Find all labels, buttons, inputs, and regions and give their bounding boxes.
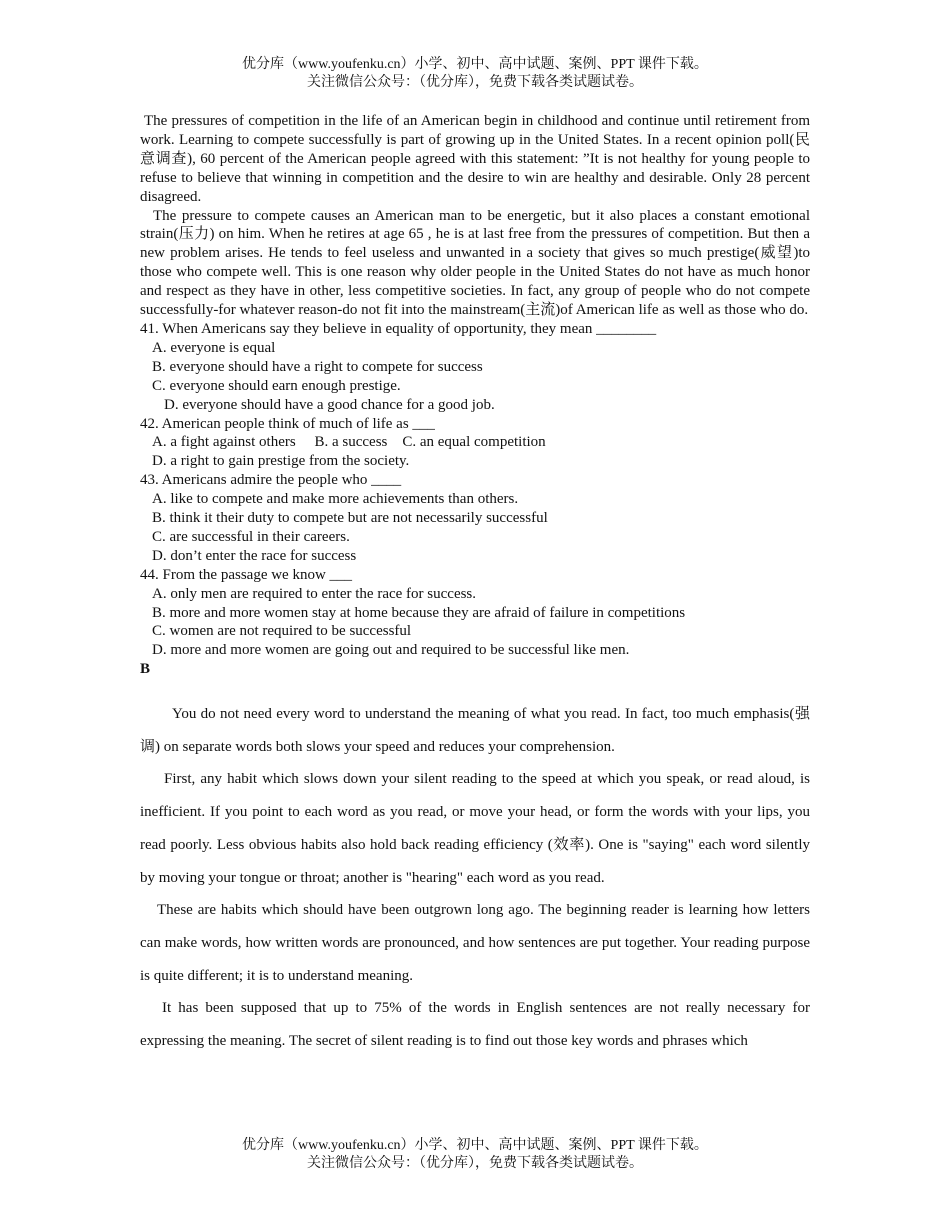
question-option: A. a fight against others B. a success C. an equal competition bbox=[152, 434, 546, 451]
question-option: A. everyone is equal bbox=[152, 339, 276, 356]
question-44 bbox=[140, 566, 810, 661]
section-b-heading: B bbox=[140, 661, 151, 678]
passage-b-paragraph-4: It has been supposed that up to 75% of the words in English sentences are not really necessary for expressing the meaning. The secret of silent reading is to find out those key words and phrases which bbox=[140, 1000, 810, 1050]
question-option: A. only men are required to enter the race for success. bbox=[152, 585, 477, 602]
passage-a-paragraph-2: The pressure to compete causes an American man to be energetic, but it also places a constant emotional strain(压力) on him. When he retires at age 65 , he is at last free from the pressures of competition. But then a new problem arises. He tends to feel useless and unwanted in a society that gives so much prestige(威望)to those who compete well. This is one reason why older people in the United States do not have as much honor and respect as they have in other, less competitive societies. In fact, any group of people who do not compete successfully-for whatever reason-do not fit into the mainstream(主流)of American life as well as those who do. bbox=[140, 207, 810, 319]
question-option: A. like to compete and make more achievements than others. bbox=[152, 491, 519, 508]
footer-line-1: 优分库（www.youfenku.cn）小学、初中、高中试题、案例、PPT 课件下载。 bbox=[242, 1138, 708, 1153]
passage-a-section bbox=[140, 112, 810, 678]
question-option: C. women are not required to be successful bbox=[152, 623, 412, 640]
question-stem: 41. When Americans say they believe in equality of opportunity, they mean ________ bbox=[140, 320, 657, 337]
question-41 bbox=[140, 320, 810, 415]
question-43 bbox=[140, 471, 810, 566]
question-option: D. don’t enter the race for success bbox=[152, 547, 357, 564]
question-stem: 43. Americans admire the people who ____ bbox=[140, 472, 402, 489]
passage-b-paragraph-3: These are habits which should have been outgrown long ago. The beginning reader is learning how letters can make words, how written words are pronounced, and how sentences are put together. Your reading purpose is quite different; it is to understand meaning. bbox=[140, 902, 810, 984]
header-line-2: 关注微信公众号：（优分库），免费下载各类试题试卷。 bbox=[307, 75, 643, 90]
question-option: D. a right to gain prestige from the society. bbox=[152, 453, 410, 470]
question-stem: 42. American people think of much of life as ___ bbox=[140, 415, 435, 432]
footer-line-2: 关注微信公众号：（优分库），免费下载各类试题试卷。 bbox=[307, 1156, 643, 1171]
question-option: B. more and more women stay at home because they are afraid of failure in competitions bbox=[152, 604, 686, 621]
question-option: B. think it their duty to compete but are not necessarily successful bbox=[152, 510, 548, 527]
page-header bbox=[0, 56, 950, 92]
question-option: D. everyone should have a good chance for a good job. bbox=[164, 396, 495, 413]
passage-b-paragraph-1: You do not need every word to understand the meaning of what you read. In fact, too much emphasis(强调) on separate words both slows your speed and reduces your comprehension. bbox=[140, 706, 810, 755]
passage-a-paragraph-1: The pressures of competition in the life of an American begin in childhood and continue until retirement from work. Learning to compete successfully is part of growing up in the United States. In a recent opinion poll(民意调查), 60 percent of the American people agreed with this statement: ”It is not healthy for young people to refuse to believe that winning in competition and the desire to win are healthy and desirable. Only 28 percent disagreed. bbox=[140, 113, 810, 205]
header-line-1: 优分库（www.youfenku.cn）小学、初中、高中试题、案例、PPT 课件下载。 bbox=[242, 57, 708, 72]
page-footer bbox=[0, 1137, 950, 1173]
question-stem: 44. From the passage we know ___ bbox=[140, 566, 353, 583]
question-option: C. are successful in their careers. bbox=[152, 528, 350, 545]
question-option: B. everyone should have a right to compete for success bbox=[152, 358, 483, 375]
passage-b-paragraph-2: First, any habit which slows down your silent reading to the speed at which you speak, or read aloud, is inefficient. If you point to each word as you read, or move your head, or form the words with your lips, you read poorly. Less obvious habits also hold back reading efficiency (效率). One is "saying" each word silently by moving your tongue or throat; another is "hearing" each word as you read. bbox=[140, 771, 810, 886]
question-42 bbox=[140, 415, 810, 472]
question-option: D. more and more women are going out and required to be successful like men. bbox=[152, 642, 630, 659]
passage-b-section bbox=[140, 698, 810, 1058]
question-option: C. everyone should earn enough prestige. bbox=[152, 377, 401, 394]
